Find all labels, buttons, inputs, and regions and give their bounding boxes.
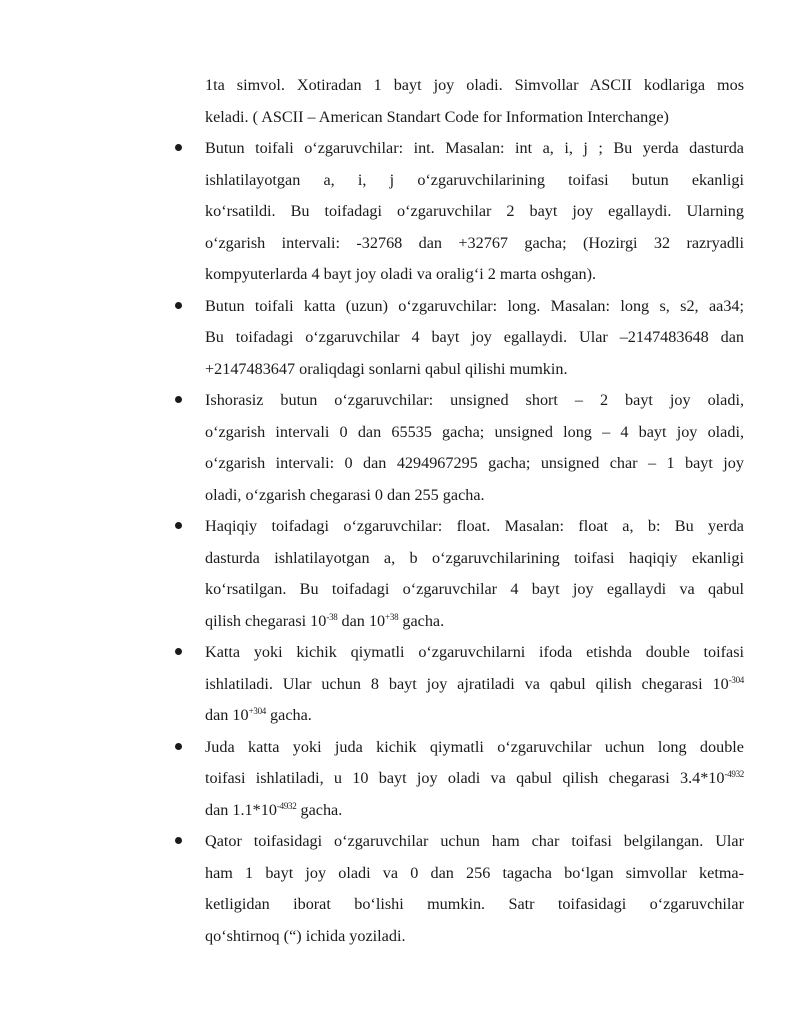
exponent: -4932 <box>276 800 297 811</box>
text-line: ko‘rsatildi. Bu toifadagi o‘zgaruvchilar 2 bayt joy egallaydi. Ularning <box>205 202 744 220</box>
list-item-long <box>205 291 744 386</box>
lead-paragraph <box>205 70 744 133</box>
text-line: kompyuterlarda 4 bayt joy oladi va oralig‘i 2 marta oshgan). <box>205 265 597 283</box>
text-line: ko‘rsatilgan. Bu toifadagi o‘zgaruvchilar 4 bayt joy egallaydi va qabul <box>205 580 744 598</box>
formula-text: gacha. <box>296 800 343 819</box>
list-item-unsigned <box>205 385 744 511</box>
text-line: Bu toifadagi o‘zgaruvchilar 4 bayt joy egallaydi. Ular –2147483648 dan <box>205 328 744 346</box>
bullet-icon <box>175 837 182 844</box>
text-line: ishlatilayotgan a, i, j o‘zgaruvchilarining toifasi butun ekanligi <box>205 170 744 189</box>
bullet-icon <box>175 522 182 529</box>
text-line <box>205 669 744 701</box>
text-line: o‘zgarish intervali: -32768 dan +32767 gacha; (Hozirgi 32 razryadli <box>205 233 744 252</box>
formula-text: dan 10 <box>205 706 249 724</box>
text-line: oladi, o‘zgarish chegarasi 0 dan 255 gacha. <box>205 485 485 504</box>
formula-text: ishlatiladi. Ular uchun 8 bayt joy ajratiladi va qabul qilish chegarasi 10 <box>205 674 729 693</box>
exponent: -304 <box>728 674 744 685</box>
formula-text: gacha. <box>266 706 312 724</box>
text-line <box>205 606 744 638</box>
text-line: Katta yoki kichik qiymatli o‘zgaruvchilarni ifoda etishda double toifasi <box>205 643 744 661</box>
text-line: +2147483647 oraliqdagi sonlarni qabul qilishi mumkin. <box>205 359 568 378</box>
text-line: ham 1 bayt joy oladi va 0 dan 256 tagacha bo‘lgan simvollar ketma- <box>205 863 744 882</box>
formula-text: dan 1.1*10 <box>205 800 277 819</box>
text-line <box>205 795 744 827</box>
exponent: +304 <box>248 706 266 716</box>
formula-text: dan 10 <box>337 611 386 630</box>
bullet-icon <box>175 743 182 750</box>
text-line: Haqiqiy toifadagi o‘zgaruvchilar: float. Masalan: float a, b: Bu yerda <box>205 517 744 535</box>
text-line: 1ta simvol. Xotiradan 1 bayt joy oladi. Simvollar ASCII kodlariga mos <box>205 76 744 94</box>
text-line: o‘zgarish intervali: 0 dan 4294967295 gacha; unsigned char – 1 bayt joy <box>205 454 744 472</box>
bullet-icon <box>175 396 182 403</box>
exponent: -4932 <box>724 769 744 779</box>
list-item-long-double <box>205 732 744 827</box>
text-line: Ishorasiz butun o‘zgaruvchilar: unsigned short – 2 bayt joy oladi, <box>205 391 744 409</box>
text-line: o‘zgarish intervali 0 dan 65535 gacha; unsigned long – 4 bayt joy oladi, <box>205 422 744 441</box>
bullet-icon <box>175 648 182 655</box>
text-line: Juda katta yoki juda kichik qiymatli o‘zgaruvchilar uchun long double <box>205 737 744 756</box>
text-line: keladi. ( ASCII – American Standart Code for Information Interchange) <box>205 107 669 126</box>
exponent: +38 <box>385 611 399 622</box>
exponent: -38 <box>326 611 338 622</box>
text-line <box>205 763 744 795</box>
list-item-double <box>205 637 744 732</box>
text-line: ketligidan iborat bo‘lishi mumkin. Satr toifasidagi o‘zgaruvchilar <box>205 895 744 913</box>
bullet-icon <box>175 302 182 309</box>
formula-text: qilish chegarasi 10 <box>205 611 327 630</box>
text-line: qo‘shtirnoq (“) ichida yoziladi. <box>205 926 406 945</box>
formula-text: toifasi ishlatiladi, u 10 bayt joy oladi va qabul qilish chegarasi 3.4*10 <box>205 769 725 787</box>
bullet-icon <box>175 144 182 151</box>
list-item-float <box>205 511 744 637</box>
text-line: Butun toifali katta (uzun) o‘zgaruvchilar: long. Masalan: long s, s2, aa34; <box>205 296 744 315</box>
formula-text: gacha. <box>398 611 445 630</box>
text-line: Butun toifali o‘zgaruvchilar: int. Masalan: int a, i, j ; Bu yerda dasturda <box>205 139 744 157</box>
text-line: dasturda ishlatilayotgan a, b o‘zgaruvchilarining toifasi haqiqiy ekanligi <box>205 548 744 567</box>
bullet-list <box>0 133 800 952</box>
text-line <box>205 700 744 732</box>
list-item-char-string <box>205 826 744 952</box>
list-item-int <box>205 133 744 291</box>
text-line: Qator toifasidagi o‘zgaruvchilar uchun ham char toifasi belgilangan. Ular <box>205 832 744 850</box>
